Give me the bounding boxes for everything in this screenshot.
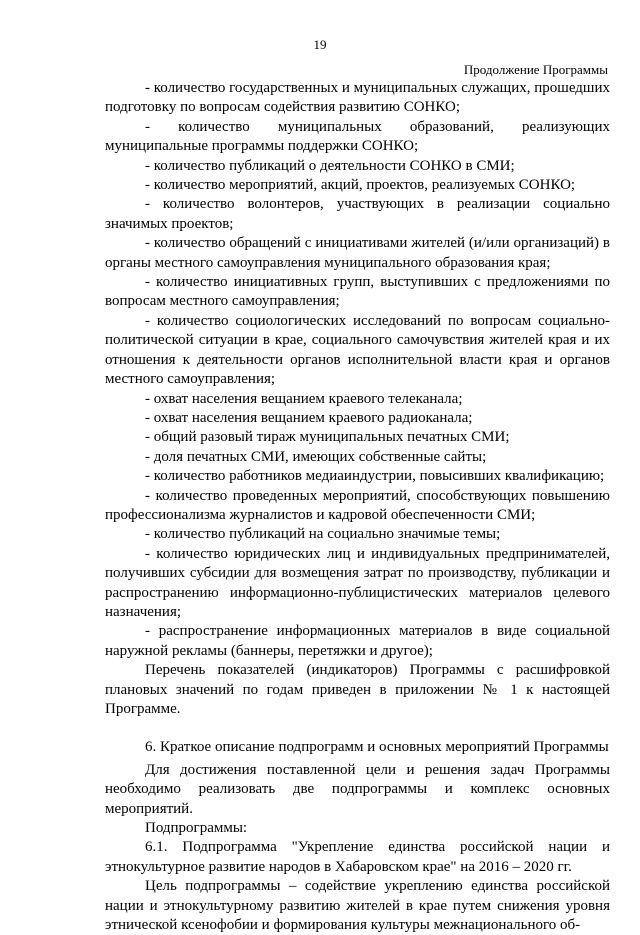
list-item: - общий разовый тираж муниципальных печатных СМИ; (145, 429, 510, 446)
list-item: - количество публикаций о деятельности СОНКО в СМИ; (145, 157, 515, 174)
body-paragraph: Цель подпрограммы – содействие укреплению единства российской нации и этнокультурному развитию жителей в крае путем снижения уровня этнической ксенофобии и формирования культуры межнационального об- (105, 878, 610, 934)
list-item: - количество инициативных групп, выступивших с предложениями по вопросам местного самоуправления; (105, 274, 610, 310)
page-number: 19 (313, 37, 327, 52)
body-paragraph: Для достижения поставленной цели и решения задач Программы необходимо реализовать две подпрограммы и комплекс основных мероприятий. (105, 761, 610, 817)
section-heading: 6. Краткое описание подпрограмм и основных мероприятий Программы (145, 739, 609, 756)
continuation-label: Продолжение Программы (463, 62, 608, 77)
body-paragraph: 6.1. Подпрограмма "Укрепление единства российской нации и этнокультурное развитие народов в Хабаровском крае" на 2016 – 2020 гг. (105, 839, 610, 875)
body-paragraph: Подпрограммы: (145, 820, 248, 837)
indicators-paragraph: Перечень показателей (индикаторов) Программы с расшифровкой плановых значений по годам приведен в приложении № 1 к настоящей Программе. (105, 662, 610, 717)
list-item: - охват населения вещанием краевого телеканала; (145, 390, 463, 407)
list-item: - охват населения вещанием краевого радиоканала; (145, 409, 473, 426)
list-item: - количество мероприятий, акций, проектов, реализуемых СОНКО; (145, 177, 576, 194)
list-item: - количество волонтеров, участвующих в реализации социально значимых проектов; (105, 196, 610, 232)
document-body (105, 79, 610, 935)
list-item: - количество обращений с инициативами жителей (и/или организаций) в органы местного самоуправления муниципального образования края; (105, 235, 610, 271)
list-item: - количество проведенных мероприятий, способствующих повышению профессионализма журналистов и кадровой обеспеченности СМИ; (105, 487, 610, 523)
list-item: - количество государственных и муниципальных служащих, прошедших подготовку по вопросам содействия развитию СОНКО; (105, 80, 610, 116)
list-item: - распространение информационных материалов в виде социальной наружной рекламы (баннеры, перетяжки и другое); (105, 623, 610, 659)
list-item: - доля печатных СМИ, имеющих собственные сайты; (145, 448, 487, 465)
list-item: - количество социологических исследований по вопросам социально-политической ситуации в крае, социального самочувствия жителей края и их отношения к деятельности органов исполнительной власти края и органов местного самоуправления; (105, 312, 610, 388)
list-item: - количество юридических лиц и индивидуальных предпринимателей, получивших субсидии для возмещения затрат по производству, публикации и распространению информационно-публицистических материалов целевого назначения; (105, 545, 610, 620)
list-item: - количество муниципальных образований, реализующих муниципальные программы поддержки СОНКО; (105, 118, 610, 155)
list-item: - количество работников медиаиндустрии, повысивших квалификацию; (145, 468, 605, 485)
list-item: - количество публикаций на социально значимые темы; (145, 526, 501, 543)
